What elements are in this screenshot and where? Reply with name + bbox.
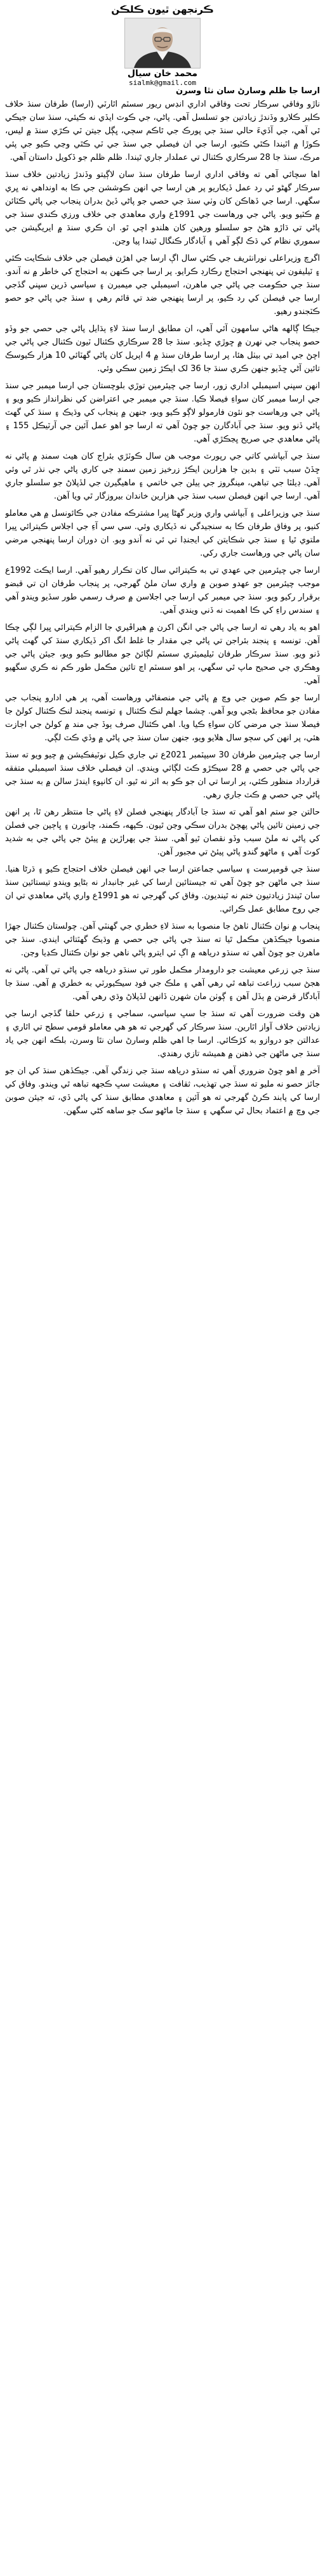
column-header xyxy=(0,0,325,95)
paragraph: اها سچائي آهي ته وفاقي اداري ارسا طرفان سنڌ سان لاڳيتو وڏندڙ زيادتين خلاف سنڌ سرڪار گهڻو ئي رد عمل ڏيکاريو پر هن ارسا جي انهن ڪوششن جي ڪا به اونداهي نه ڀري سگهي. ارسا جي ڏهاڪن کان وٺي سنڌ جي حصي جو پاڻي ڏيڻ بدران پنجاب جي پاڻي ڪٽائن ۾ ڪٽيو ويو. پاڻي جي ورهاست جي 1991ع واري معاهدي جي خلاف ورزي ڪندي سنڌ جي پاڻي تي ڌاڙو هڻڻ جو سلسلو ورهين کان هلندو اچي ٿو. ان ڪري سنڌ ۾ ايريگيشن جي سموري نظام کي ڌڪ لڳو آهي ۽ آبادگار ڪنگال ٿيندا پيا وڃن. xyxy=(5,170,320,246)
paragraph: انهن سڀني اسيمبلي اداري زور، ارسا جي چيئرمين توڙي بلوچستان جي ارسا ميمبر جي سنڌ جي ارسا ميمبر کان سواءِ فيصلا ڪيا. سنڌ جي ميمبر جي اعتراضن کي نظرانداز ڪيو ويو ۽ پاڻي جي ورهاست جو نئون فارمولو لاڳو ڪيو ويو، جنهن ۾ پنجاب کي وڌيڪ ۽ سنڌ کي گهٽ پاڻي ڏنو ويو. سنڌ جي آبادگارن جو چوڻ آهي ته ارسا جو اهو عمل آئين جي آرٽيڪل 155 ۽ پاڻي معاهدي جي صريح ڀڃڪڙي آهي. xyxy=(5,381,320,444)
column-title: ڪرنجھن ٿيون ڪلڪن xyxy=(111,4,214,15)
paragraph: سنڌ جي وزيراعلى ۽ آبپاشي واري وزير گهڻا ڀيرا مشترڪه مفادن جي ڪائونسل ۾ هي معاملو کنيو، پر وفاق طرفان ڪا به سنجيدگي نه ڏيکاري وئي. سي سي آءِ جي اجلاس ڪيترائي ڀيرا ملتوي ٿيا ۽ سنڌ جي شڪايتن کي ايجنڊا تي ئي نه آندو ويو. ان دوران ارسا پنهنجي مرضي سان پاڻي جي ورهاست جاري رکي. xyxy=(5,509,320,558)
paragraph: حالتن جو ستم اهو آهي ته سنڌ جا آبادگار پنهنجي فصلن لاءِ پاڻي جا منتظر رهن ٿا، پر انهن جي زمينن تائين پاڻي پهچڻ بدران سڪي وڃن ٿيون. ڪپهه، ڪمند، چانورن ۽ ڀاڄين جي فصلن کي پاڻي نه ملڻ سبب وڏو نقصان ٿيو آهي. سنڌ جي ٻهراڙين ۾ پيئڻ جي پاڻي جي به شديد کوٽ آهي ۽ ماڻهو گندو پاڻي پيئڻ تي مجبور آهن. xyxy=(5,807,320,857)
article-body xyxy=(5,98,320,2565)
paragraph: آخر ۾ اهو چوڻ ضروري آهي ته سنڌو درياهه سنڌ جي زندگي آهي. جيڪڏهن سنڌ کي ان جو جائز حصو نه مليو ته سنڌ جي تهذيب، ثقافت ۽ معيشت سڀ ڪجهه تباهه ٿي ويندو. وفاق کي ارسا کي پابند ڪرڻ گهرجي ته هو آئين ۽ معاهدي مطابق سنڌ کي پاڻي ڏي، ته جيئن صوبن جي وچ ۾ اعتماد بحال ٿي سگهي ۽ سنڌ جا ماڻهو سک جو ساهه کڻي سگهن. xyxy=(5,1066,320,1116)
author-portrait-icon xyxy=(125,18,200,68)
author-email: sialmk@gmail.com xyxy=(129,79,196,87)
paragraph: هن وقت ضرورت آهي ته سنڌ جا سڀ سياسي، سماجي ۽ زرعي حلقا گڏجي ارسا جي زيادتين خلاف آواز اٿارين. سنڌ سرڪار کي گهرجي ته هو هي معاملو قومي سطح تي اٿاري ۽ عدالتن جو دروازو به کڙڪائي. ارسا جا اهي ظلم وسارڻ سان نٿا وسرن، بلڪه انهن جي ياد سنڌ جي ماڻهن جي ذهنن ۾ هميشه تازي رهندي. xyxy=(5,1009,320,1059)
author-name: محمد خان سيال xyxy=(127,69,198,79)
paragraph: ناڙو وفاقي سرڪار تحت وفاقي اداري انڊس ريور سسٽم اٿارٽي (ارسا) طرفان سنڌ خلاف ڪلير ڪلارو وڏندڙ زيادتين جو تسلسل آهي. پاڻي، جي ڪوٽ ايڏي نه ڪيئي، سنڌ سان جيڪي ٿي آهي، جي آڏيءَ حالي سنڌ جي پورڪ جي ٿاڪم سڄي، ڀڳل جيتن ٽي ڪڙي سنڌ ۾ ليس، ڪوڙا ۾ اٿيندا ڪٿي ڪٽيو، ارسا جي ان فيصلي جي سنڌ جي ٽي ڪٿي وڃي ڪيو جي پئي مرڪ، سنڌ جا 28 سرڪاري ڪئنال تي عملدار جاري ٿيندا. ظلم ظلم جو ڏکويل داستان آهي. xyxy=(5,100,320,162)
paragraph: سنڌ جي زرعي معيشت جو دارومدار مڪمل طور تي سنڌو درياهه جي پاڻي تي آهي. پاڻي نه هجڻ سبب زراعت تباهه ٿي رهي آهي ۽ ملڪ جي فوڊ سيڪيورٽي به خطري ۾ آهي. سنڌ جا آبادگار قرضن ۾ ٻڏل آهن ۽ ڳوٺن مان شهرن ڏانهن لڏپلاڻ وڌي رهي آهي. xyxy=(5,965,320,1002)
paragraph: اگرچ وزيراعلى نورانثريف جي ڪئي سال اڳ ارسا جي اهڙن فيصلن جي خلاف شڪايت ڪئي ۽ ٽيليفون تي پنهنجي احتجاج رڪارڊ ڪرايو. پر ارسا جي ڪنهن به احتجاج کي خاطر ۾ نه آندو. سنڌ جي حڪومت جي پاڻي جي ماهرن، اسيمبلي جي ميمبرن ۽ سياسي ڌرين سڀني گڏجي ارسا جي فيصلن کي رد ڪيو، پر ارسا پنهنجي ضد تي قائم رهي ۽ سنڌ جي پاڻي جو حصو ڪٽجندو رهيو. xyxy=(5,254,320,317)
paragraph: اهو به ياد رهي ته ارسا جي پاڻي جي انگن اکرن ۾ هيراڦيري جا الزام ڪيترائي ڀيرا لڳي چڪا آهن. تونسه ۽ پنجند بئراجن تي پاڻي جي مقدار جا غلط انگ اکر ڏيکاري سنڌ کي گهٽ پاڻي ڏنو ويو. سنڌ سرڪار طرفان ٽيليميٽري سسٽم لڳائڻ جو مطالبو ڪيو ويو، جيئن پاڻي جي وهڪري جي صحيح ماپ ٿي سگهي، پر اهو سسٽم اڄ تائين مڪمل طور ڪم نه ڪري سگهيو آهي. xyxy=(5,623,320,686)
paragraph: ارسا جي چيئرمين طرفان 30 سيپٽمبر 2021ع تي جاري ڪيل نوٽيفڪيشن ۾ چيو ويو ته سنڌ جي پاڻي جي حصي ۾ 28 سيڪڙو ڪٽ لڳائي ويندي. ان فيصلي خلاف سنڌ اسيمبلي متفقه قرارداد منظور ڪئي، پر ارسا تي ان جو ڪو به اثر نه ٿيو. ان کانپوءِ ايندڙ سالن ۾ به سنڌ جي پاڻي جي حصي ۾ ڪٽ جاري رهي. xyxy=(5,750,320,800)
paragraph: سنڌ جي آبپاشي کاتي جي رپورٽ موجب هن سال ڪوٽڙي بئراج کان هيٺ سمنڊ ۾ پاڻي نه ڇڏڻ سبب ٺٽي ۽ بدين جا هزارين ايڪڙ زرخيز زمين سمنڊ جي کاري پاڻي جي نذر ٿي وئي آهي. ڊيلٽا جي تباهي، مينگروز جي ٻيلن جي خاتمي ۽ ماهيگيرن جي لڏپلاڻ جو سلسلو جاري آهي. ارسا جي انهن فيصلن سبب سنڌ جي هزارين خاندان بيروزگار ٿي ويا آهن. xyxy=(5,452,320,501)
article-title: ارسا جا ظلم وسارڻ سان نٿا وسرن xyxy=(176,86,320,96)
paragraph: پنجاب ۾ نوان ڪئنال ٺاهڻ جا منصوبا به سنڌ لاءِ خطري جي گهنٽي آهن. چولستان ڪئنال جهڙا منصوبا جيڪڏهن مڪمل ٿيا ته سنڌ جي پاڻي جي حصي ۾ وڌيڪ گهٽتائي ايندي. سنڌ جي ماهرن جو چوڻ آهي ته سنڌو درياهه ۾ اڳ ئي ايترو پاڻي ناهي جو نوان ڪئنال ڪڍيا وڃن. xyxy=(5,922,320,958)
paragraph: جيڪا ڳالهه هاڻي سامهون آئي آهي، ان مطابق ارسا سنڌ لاءِ ٻڌايل پاڻي جي حصي جو وڏو حصو پنجاب جي نهرن ۾ ڇوڙي ڇڏيو. سنڌ جا 28 سرڪاري ڪئنال ٽيون ڪئنال جي پاڻي جي اچڻ جي اميد تي بيٺل هئا، پر ارسا طرفان سنڌ ۾ 4 اپريل کان پاڻي گهٽائي 10 هزار ڪيوسڪ تائين آڻي ڇڏيو جنهن ڪري سنڌ جا 36 لک ايڪڙ زمين سڪي وئي. xyxy=(5,324,320,374)
paragraph: سنڌ جي قومپرست ۽ سياسي جماعتن ارسا جي انهن فيصلن خلاف احتجاج ڪيو ۽ ڌرڻا هنيا. سنڌ جي ماڻهن جو چوڻ آهي ته جيستائين ارسا کي غير جانبدار نه بڻايو ويندو تيستائين سنڌ سان ٿيندڙ زيادتيون ختم نه ٿينديون. وفاق کي گهرجي ته هو 1991ع واري پاڻي معاهدي تي ان جي روح مطابق عمل ڪرائي. xyxy=(5,865,320,914)
paragraph: ارسا جي چيئرمين جي عهدي تي به ڪيترائي سال کان تڪرار رهيو آهي. ارسا ايڪٽ 1992ع موجب چيئرمين جو عهدو صوبن ۾ واري سان ملڻ گهرجي، پر پنجاب طرفان ان تي قبضو برقرار رکيو ويو. سنڌ جي ميمبر کي ارسا جي اجلاسن ۾ صرف رسمي طور سڏيو ويندو آهي ۽ سندس راءِ کي ڪا اهميت نه ڏني ويندي آهي. xyxy=(5,566,320,615)
paragraph: ارسا جو ڪم صوبن جي وچ ۾ پاڻي جي منصفاڻي ورهاست آهي، پر هي ادارو پنجاب جي مفادن جو محافظ بڻجي ويو آهي. چشما جهلم لنڪ ڪئنال ۽ تونسه پنجند لنڪ ڪئنال کولڻ جا فيصلا سنڌ جي مرضي کان سواءِ ڪيا ويا. اهي ڪئنال صرف ٻوڏ جي مند ۾ کولڻ جي اجازت هئي، پر انهن کي سڄو سال هلايو ويو، جنهن سان سنڌ جي پاڻي ۾ وڏي ڪٽ لڳي. xyxy=(5,693,320,743)
author-photo xyxy=(124,18,201,69)
